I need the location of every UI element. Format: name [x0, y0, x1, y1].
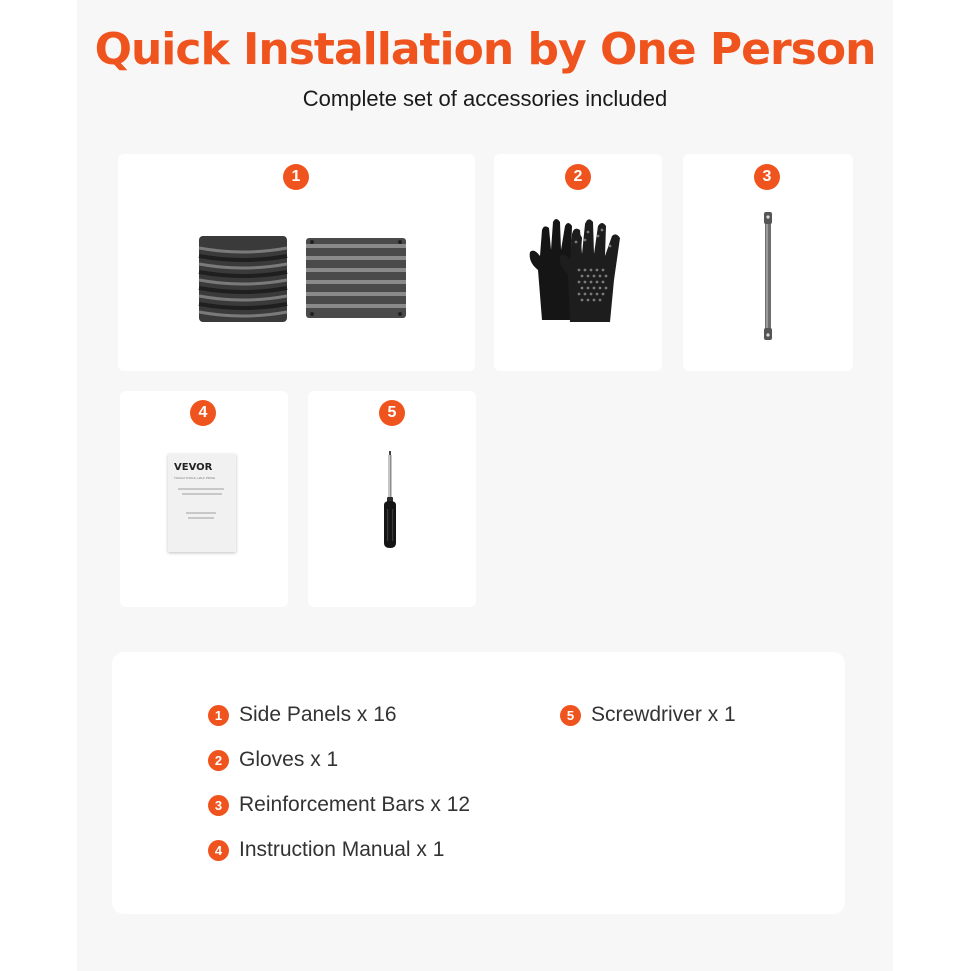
list-item-number: 4: [208, 840, 229, 861]
number-badge: 2: [565, 164, 591, 190]
accessory-card-screwdriver: [308, 391, 476, 607]
manual-tagline: TOUGH TOOLS, HALF PRICE: [174, 476, 216, 480]
list-item-label: Instruction Manual x 1: [239, 838, 445, 861]
side-panels-icon: [193, 234, 423, 324]
list-item-number: 3: [208, 795, 229, 816]
list-item-label: Gloves x 1: [239, 748, 339, 771]
number-badge: 5: [379, 400, 405, 426]
list-item-label: Side Panels x 16: [239, 703, 397, 726]
accessory-card-side-panels: [118, 154, 475, 371]
list-item-label: Screwdriver x 1: [591, 703, 736, 726]
reinforcement-bar-icon: [758, 210, 778, 342]
page-title: Quick Installation by One Person: [94, 24, 876, 75]
gloves-icon: [524, 210, 634, 325]
list-item-number: 2: [208, 750, 229, 771]
list-item-number: 1: [208, 705, 229, 726]
number-badge: 3: [754, 164, 780, 190]
list-item-number: 5: [560, 705, 581, 726]
page-subtitle: Complete set of accessories included: [302, 86, 668, 111]
number-badge: 1: [283, 164, 309, 190]
accessory-card-gloves: [494, 154, 662, 371]
manual-brand: VEVOR: [174, 462, 213, 473]
screwdriver-icon: [380, 451, 400, 549]
list-item-label: Reinforcement Bars x 12: [239, 793, 471, 816]
instruction-manual-icon: [168, 454, 236, 552]
accessory-card-instruction-manual: [120, 391, 288, 607]
list-item: [208, 835, 444, 865]
accessory-card-reinforcement-bars: [683, 154, 853, 371]
accessory-list: [112, 652, 845, 914]
list-item: [560, 700, 736, 730]
list-item: [208, 745, 338, 775]
number-badge: 4: [190, 400, 216, 426]
list-item: [208, 700, 397, 730]
list-item: [208, 790, 470, 820]
